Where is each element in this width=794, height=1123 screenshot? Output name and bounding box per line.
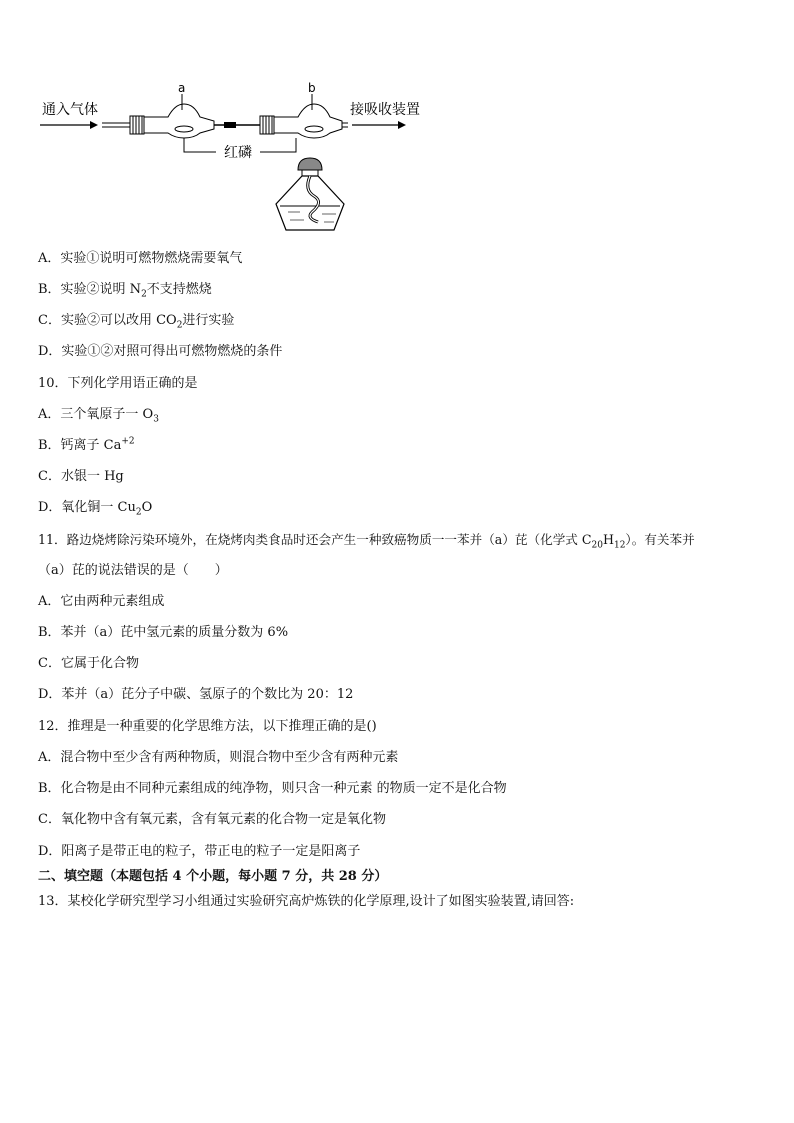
q9-option-a: A．实验①说明可燃物燃烧需要氧气 bbox=[38, 251, 243, 266]
q11-option-a: A．它由两种元素组成 bbox=[38, 594, 165, 609]
outlet-arrowhead bbox=[398, 121, 406, 129]
apparatus-figure bbox=[38, 80, 438, 240]
q12-option-d: D．阳离子是带正电的粒子，带正电的粒子一定是阳离子 bbox=[38, 844, 361, 859]
q12-option-a: A．混合物中至少含有两种物质，则混合物中至少含有两种元素 bbox=[38, 750, 399, 765]
lamp-cap bbox=[298, 158, 322, 170]
q12-stem: 12．推理是一种重要的化学思维方法，以下推理正确的是() bbox=[38, 719, 377, 734]
q11-option-b: B．苯并（a）芘中氢元素的质量分数为 6% bbox=[38, 625, 289, 640]
q10-option-a: A．三个氧原子一 $O_3$ bbox=[38, 407, 159, 425]
q10-option-c: C．水银一 Hg bbox=[38, 469, 124, 484]
lamp-neck bbox=[302, 170, 318, 176]
q10-stem: 10．下列化学用语正确的是 bbox=[38, 376, 198, 391]
q9-option-d: D．实验①②对照可得出可燃物燃烧的条件 bbox=[38, 344, 283, 359]
inlet-arrowhead bbox=[90, 121, 98, 129]
q12-option-b: B．化合物是由不同种元素组成的纯净物，则只含一种元素 的物质一定不是化合物 bbox=[38, 781, 507, 796]
sample-b bbox=[305, 126, 323, 132]
rubber-connector bbox=[224, 122, 236, 128]
q11-option-d: D．苯并（a）芘分子中碳、氢原子的个数比为 20：12 bbox=[38, 687, 354, 702]
q9-option-c: C．实验②可以改用 $CO_2$进行实验 bbox=[38, 313, 235, 331]
label-a: a bbox=[178, 81, 186, 95]
q11-option-c: C．它属于化合物 bbox=[38, 656, 139, 671]
q13-stem: 13．某校化学研究型学习小组通过实验研究高炉炼铁的化学原理,设计了如图实验装置,请回答: bbox=[38, 894, 575, 909]
phosphorus-label: 红磷 bbox=[224, 145, 252, 161]
inlet-label: 通入气体 bbox=[42, 102, 98, 118]
sample-a bbox=[175, 126, 193, 132]
phosphorus-bracket bbox=[260, 138, 296, 152]
label-b: b bbox=[308, 81, 316, 95]
q9-option-b: B．实验②说明 $N_2$不支持燃烧 bbox=[38, 282, 212, 300]
q11-stem-line2: （a）芘的说法错误的是（ ） bbox=[38, 563, 228, 578]
q10-option-b: B．钙离子 $Ca^{+2}$ bbox=[38, 436, 135, 453]
outlet-label: 接吸收装置 bbox=[350, 102, 420, 118]
bulb-tube-a bbox=[144, 104, 214, 138]
section-heading: 二、填空题（本题包括 4 个小题，每小题 7 分，共 28 分） bbox=[38, 869, 388, 884]
bulb-tube-b bbox=[274, 104, 342, 138]
phosphorus-bracket bbox=[184, 138, 216, 152]
q10-option-d: D．氧化铜一 $Cu_2O$ bbox=[38, 500, 153, 518]
q12-option-c: C．氧化物中含有氧元素，含有氧元素的化合物一定是氧化物 bbox=[38, 812, 386, 827]
q11-stem-line1: 11．路边烧烤除污染环境外，在烧烤肉类食品时还会产生一种致癌物质一一苯并（a）芘（化学式 $C_{20}H_{12}$）。有关苯并 bbox=[38, 532, 695, 551]
